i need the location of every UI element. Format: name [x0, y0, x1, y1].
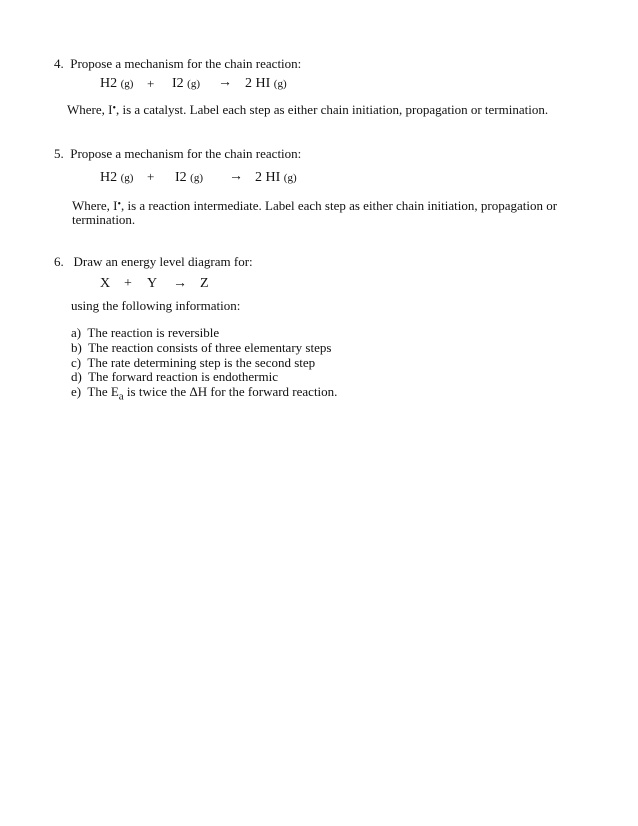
q4-equation	[100, 76, 133, 92]
q4-where-prefix: Where, I	[67, 102, 113, 117]
list-item-letter: b)	[71, 340, 82, 355]
q4-product-state: (g)	[273, 78, 287, 90]
q5-reactant1: H2	[100, 170, 118, 185]
list-item	[71, 340, 331, 356]
q5-prompt: Propose a mechanism for the chain reaction:	[70, 146, 302, 161]
list-item-text: The reaction is reversible	[87, 325, 220, 340]
list-item-letter: d)	[71, 369, 82, 384]
q4-reactant1-state: (g)	[120, 78, 134, 90]
q5-where-prefix: Where, I	[72, 198, 118, 213]
q4-heading	[54, 56, 301, 72]
list-item-text-after: is twice the ΔH for the forward reaction.	[123, 384, 338, 399]
q5-equation	[100, 170, 133, 186]
q5-product: 2 HI	[255, 170, 281, 185]
q5-where-line1	[72, 197, 557, 214]
q4-where-text: , is a catalyst. Label each step as either chain initiation, propagation or termination.	[115, 102, 549, 117]
q4-reactant2-state: (g)	[187, 78, 200, 90]
list-item-text: The reaction consists of three elementary steps	[88, 340, 332, 355]
q6-y: Y	[147, 276, 158, 291]
list-item-letter: c)	[71, 355, 82, 370]
list-item-text: The rate determining step is the second step	[87, 355, 316, 370]
q4-prompt: Propose a mechanism for the chain reaction:	[70, 56, 302, 71]
q5-plus: +	[147, 169, 155, 184]
q6-x: X	[100, 276, 111, 291]
q4-reactant2-group	[172, 76, 200, 92]
q6-number: 6.	[54, 254, 64, 269]
q6-prompt: Draw an energy level diagram for:	[73, 254, 253, 269]
q4-where-line	[67, 101, 548, 118]
list-item	[71, 384, 337, 405]
q4-reactant2: I2	[172, 76, 184, 91]
q5-arrow: →	[229, 169, 243, 184]
q5-where-text-line1: , is a reaction intermediate. Label each step as either chain initiation, propagation or	[120, 198, 558, 213]
q4-reactant1: H2	[100, 76, 118, 91]
radical-dot: •	[117, 199, 121, 210]
q6-arrow: →	[173, 276, 187, 291]
q5-reactant2-state: (g)	[190, 172, 203, 184]
list-item-text: The forward reaction is endothermic	[88, 369, 278, 384]
q5-reactant2-group	[175, 170, 203, 186]
q6-using: using the following information:	[71, 298, 241, 313]
q6-z: Z	[200, 276, 209, 291]
q5-number: 5.	[54, 146, 64, 161]
list-item-subscript: a	[118, 390, 124, 403]
q5-heading	[54, 146, 301, 162]
q4-arrow: →	[218, 75, 232, 90]
q4-product-group	[245, 76, 287, 92]
q6-plus: +	[124, 276, 132, 291]
list-item-letter: a)	[71, 325, 82, 340]
q6-heading	[54, 254, 253, 270]
q5-product-state: (g)	[283, 172, 297, 184]
q4-product: 2 HI	[245, 76, 271, 91]
list-item	[71, 369, 278, 385]
q5-where-line2: termination.	[72, 212, 136, 227]
q5-product-group	[255, 170, 297, 186]
q5-reactant2: I2	[175, 170, 187, 185]
q4-number: 4.	[54, 56, 64, 71]
q5-reactant1-state: (g)	[120, 172, 134, 184]
radical-dot: •	[112, 103, 116, 114]
list-item	[71, 325, 219, 341]
q4-plus: +	[147, 76, 155, 91]
list-item-letter: e)	[71, 384, 82, 399]
list-item-text-before: The E	[87, 384, 119, 399]
